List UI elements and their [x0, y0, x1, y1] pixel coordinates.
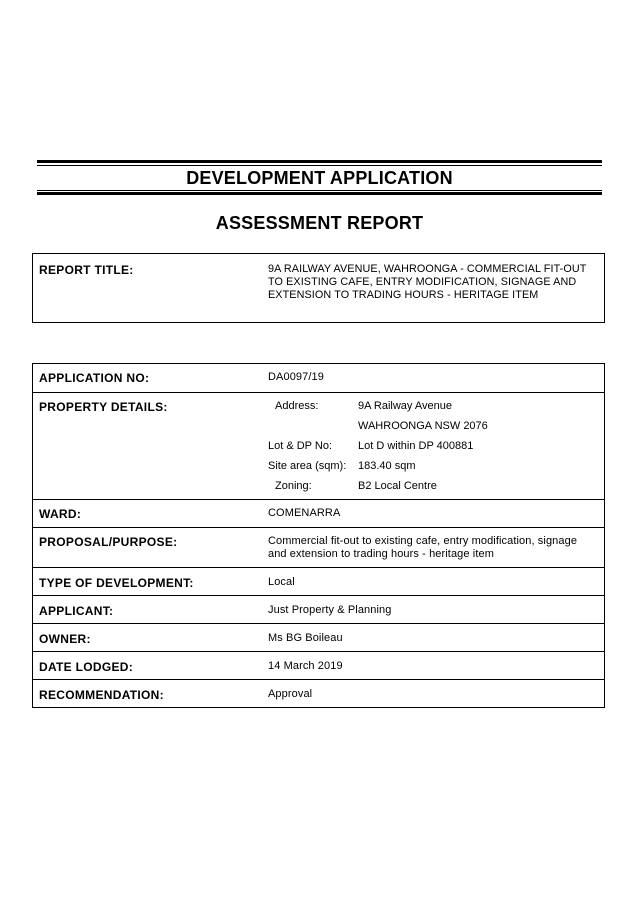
application-no-value: DA0097/19 — [268, 371, 324, 383]
top-rule-thick — [37, 160, 602, 163]
table-row — [33, 364, 604, 392]
date-lodged-label: DATE LODGED: — [39, 660, 134, 674]
table-row — [33, 392, 604, 500]
table-row — [33, 679, 604, 708]
table-row — [33, 623, 604, 652]
property-details-label: PROPERTY DETAILS: — [39, 400, 168, 414]
recommendation-value: Approval — [268, 688, 313, 700]
lotdp-value: Lot D within DP 400881 — [358, 440, 474, 452]
report-title-box — [32, 253, 605, 323]
lotdp-label: Lot & DP No: — [268, 440, 332, 452]
details-table — [32, 363, 605, 708]
ward-label: WARD: — [39, 507, 82, 521]
date-lodged-value: 14 March 2019 — [268, 660, 343, 672]
type-of-development-label: TYPE OF DEVELOPMENT: — [39, 576, 194, 590]
zoning-value: B2 Local Centre — [358, 480, 437, 492]
address-label: Address: — [275, 400, 319, 412]
table-row — [33, 595, 604, 624]
document-title: DEVELOPMENT APPLICATION — [186, 168, 453, 188]
report-title-label: REPORT TITLE: — [39, 263, 134, 277]
proposal-label: PROPOSAL/PURPOSE: — [39, 535, 178, 549]
document-subtitle: ASSESSMENT REPORT — [215, 213, 424, 233]
table-row — [33, 527, 604, 568]
table-row — [33, 651, 604, 680]
site-area-label: Site area (sqm): — [268, 460, 347, 472]
ward-value: COMENARRA — [268, 507, 341, 519]
bottom-rule-thick — [37, 192, 602, 195]
applicant-label: APPLICANT: — [39, 604, 114, 618]
owner-value: Ms BG Boileau — [268, 632, 343, 644]
zoning-label: Zoning: — [275, 480, 312, 492]
bottom-rule-thin — [37, 190, 602, 191]
proposal-value: Commercial fit-out to existing cafe, entry modification, signage and extension to trading hours - heritage item — [268, 535, 578, 560]
recommendation-label: RECOMMENDATION: — [39, 688, 164, 702]
owner-label: OWNER: — [39, 632, 91, 646]
type-of-development-value: Local — [268, 576, 295, 588]
address-line2: WAHROONGA NSW 2076 — [358, 420, 488, 432]
address-line1: 9A Railway Avenue — [358, 400, 452, 412]
table-row — [33, 567, 604, 596]
application-no-label: APPLICATION NO: — [39, 371, 150, 385]
table-row — [33, 499, 604, 528]
report-title-value: 9A RAILWAY AVENUE, WAHROONGA - COMMERCIAL FIT-OUT TO EXISTING CAFE, ENTRY MODIFICATION, SIGNAGE AND EXTENSION TO TRADING HOURS - HERITAGE ITEM — [268, 263, 587, 301]
site-area-value: 183.40 sqm — [358, 460, 416, 472]
applicant-value: Just Property & Planning — [268, 604, 392, 616]
